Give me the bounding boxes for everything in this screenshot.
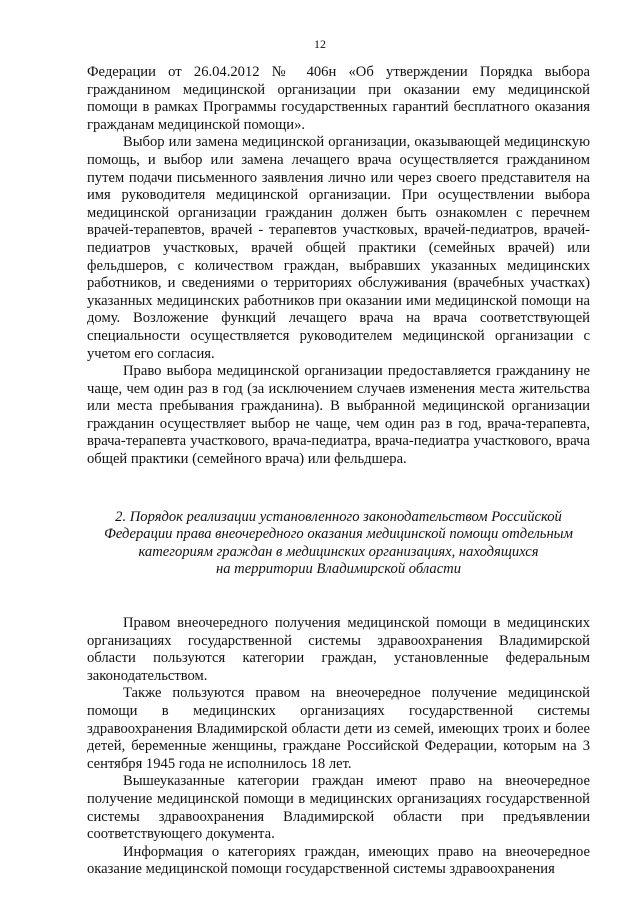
section-heading-line: Федерации права внеочередного оказания медицинской помощи отдельным	[104, 526, 573, 543]
paragraph-priority-right: Правом внеочередного получения медицинской помощи в медицинских организациях государственной системы здравоохранения Владимирской области пользуются категории граждан, установленные федеральным законодательством.	[87, 615, 590, 684]
page-number: 12	[314, 37, 326, 51]
paragraph-information: Информация о категориях граждан, имеющих право на внеочередное оказание медицинской помощи государственной системы здравоохранения	[87, 843, 590, 878]
paragraph-continuation: Федерации от 26.04.2012 № 406н «Об утверждении Порядка выбора гражданином медицинской организации при оказании ему медицинской помощи в рамках Программы государственных гарантий бесплатного оказания гражданам медицинской помощи».	[87, 64, 590, 133]
section-heading-line: на территории Владимирской области	[215, 561, 462, 578]
paragraph-additional-categories: Также пользуются правом на внеочередное получение медицинской помощи в медицинских организациях государственной системы здравоохранения Владимирской области дети из семей, имеющих троих и более детей, беременные женщины, граждане Российской Федерации, которым на 3 сентября 1945 года не исполнилось 18 лет.	[87, 685, 590, 772]
paragraph-choice-frequency: Право выбора медицинской организации предоставляется гражданину не чаще, чем один раз в год (за исключением случаев изменения места жительства или места пребывания гражданина). В выбранной медицинской организации гражданин осуществляет выбор не чаще, чем один раз в год, врача-терапевта, врача-терапевта участкового, врача-педиатра, врача-педиатра участкового, врача общей практики (семейного врача) или фельдшера.	[87, 363, 590, 468]
section-heading	[87, 509, 590, 579]
section-heading-line: категориям граждан в медицинских организациях, находящихся	[138, 543, 539, 560]
section-heading-line: 2. Порядок реализации установленного законодательством Российской	[115, 508, 562, 525]
document-body	[87, 64, 590, 879]
paragraph-document-requirement: Вышеуказанные категории граждан имеют право на внеочередное получение медицинской помощи в медицинских организациях государственной системы здравоохранения Владимирской области при предъявлении соответствующего документа.	[87, 773, 590, 843]
paragraph-choice-of-organization: Выбор или замена медицинской организации, оказывающей медицинскую помощь, и выбор или замена лечащего врача осуществляется гражданином путем подачи письменного заявления лично или через своего представителя на имя руководителя медицинской организации. При осуществлении выбора медицинской организации гражданин должен быть ознакомлен с перечнем врачей-терапевтов, врачей - терапевтов участковых, врачей-педиатров, врачей-педиатров участковых, врачей общей практики (семейных врачей) или фельдшеров, с количеством граждан, выбравших указанных медицинских работников, и сведениями о территориях обслуживания (врачебных участках) указанных медицинских работников при оказании ими медицинской помощи на дому. Возложение функций лечащего врача на врача соответствующей специальности осуществляется руководителем медицинской организации с учетом его согласия.	[87, 134, 590, 362]
